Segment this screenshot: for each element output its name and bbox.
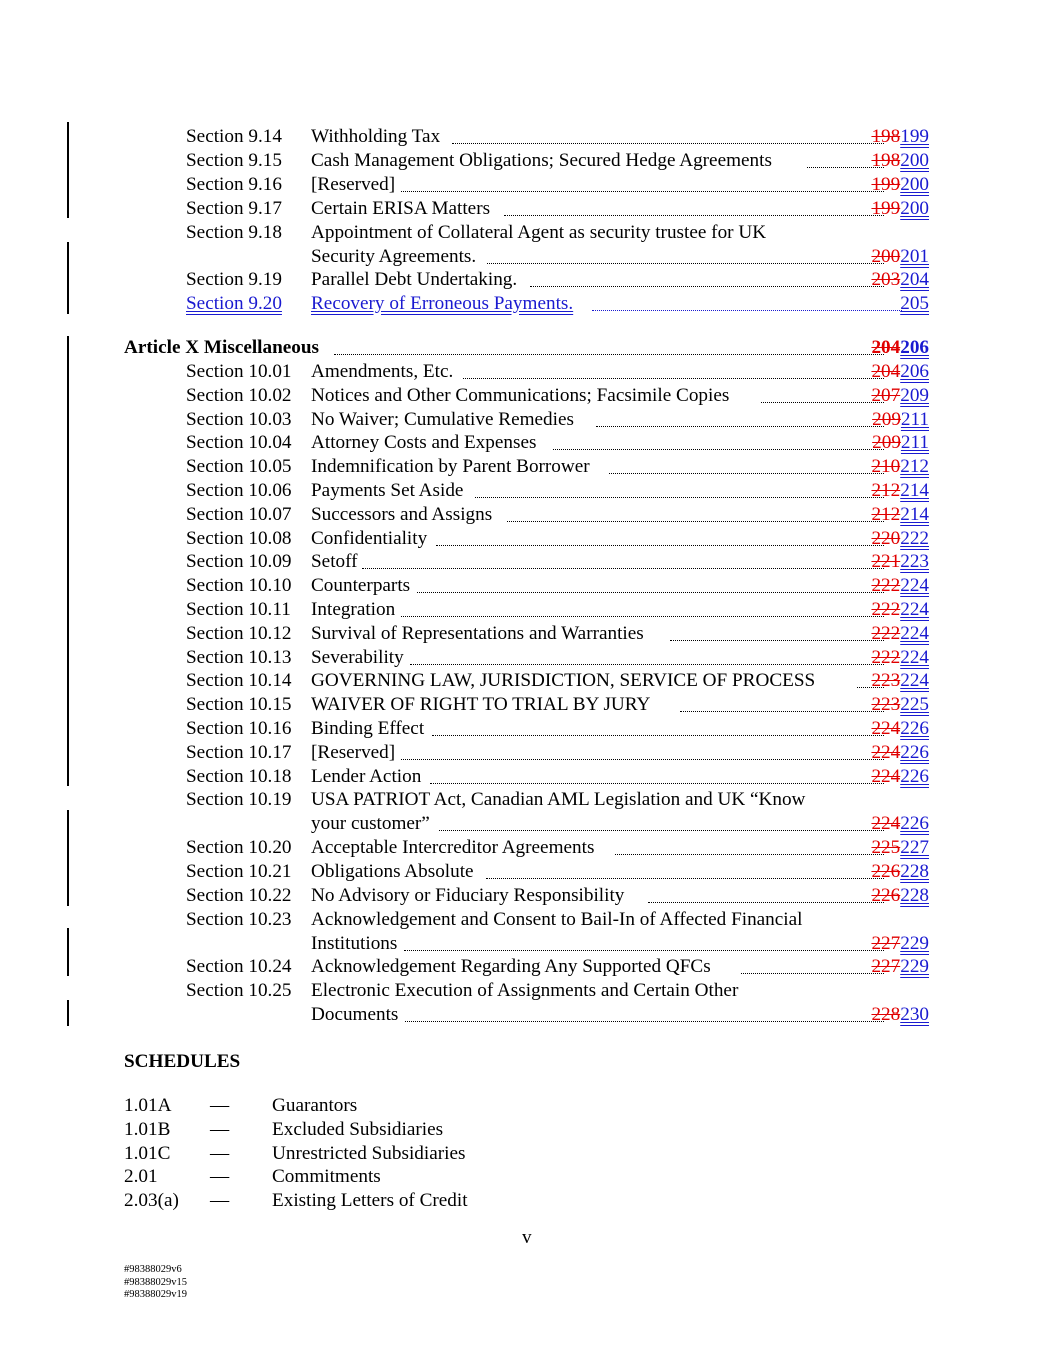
dot-leader: [432, 735, 884, 736]
inserted-page[interactable]: 200: [900, 174, 929, 195]
page-ref: [871, 598, 929, 622]
dot-leader: [609, 473, 884, 474]
dot-leader: [648, 902, 884, 903]
toc-row[interactable]: [0, 979, 1055, 1003]
deleted-page: 199: [871, 198, 901, 219]
page-ref: [872, 408, 929, 432]
dot-leader: [401, 759, 884, 760]
section-title: Cash Management Obligations; Secured Hedge Agreements: [311, 150, 772, 171]
deleted-page: 223: [871, 694, 901, 716]
toc-row[interactable]: [0, 527, 1055, 551]
section-number: Section 10.16: [186, 718, 292, 739]
section-title: WAIVER OF RIGHT TO TRIAL BY JURY: [311, 694, 651, 716]
section-title: Binding Effect: [311, 718, 425, 739]
inserted-page[interactable]: 211: [900, 432, 929, 454]
section-title: Acknowledgement Regarding Any Supported QFCs: [311, 956, 711, 978]
toc-row[interactable]: [0, 431, 1055, 455]
deleted-page: 224: [871, 741, 901, 763]
page-ref: [871, 812, 929, 836]
section-number: Section 10.09: [186, 551, 292, 573]
schedule-number: 1.01C: [124, 1142, 171, 1164]
page-ref: [871, 860, 929, 884]
em-dash: —: [210, 1118, 230, 1140]
deleted-page: 227: [871, 932, 901, 954]
page-ref: [871, 884, 929, 908]
page-ref: [871, 955, 929, 979]
toc-row[interactable]: [0, 408, 1055, 432]
dot-leader: [507, 521, 884, 522]
section-number: Section 10.18: [186, 765, 292, 787]
inserted-page[interactable]: 211: [900, 408, 929, 430]
dot-leader: [410, 664, 884, 665]
page-ref: [871, 125, 929, 149]
deleted-page: 225: [871, 837, 901, 859]
schedule-number: 1.01A: [124, 1095, 172, 1116]
inserted-page[interactable]: 227: [900, 837, 929, 859]
page-ref: [871, 336, 929, 360]
section-number: Section 10.21: [186, 861, 292, 882]
section-title: Acknowledgement and Consent to Bail-In of Affected Financial: [311, 908, 803, 930]
section-number: Section 10.12: [186, 622, 292, 644]
inserted-page[interactable]: 226: [900, 741, 929, 763]
schedules-heading: SCHEDULES: [124, 1051, 241, 1072]
inserted-page[interactable]: 214: [900, 480, 929, 501]
section-number: Section 10.07: [186, 503, 292, 525]
toc-row[interactable]: [0, 908, 1055, 932]
deleted-page: 221: [871, 551, 901, 573]
article-title: Article X Miscellaneous: [124, 337, 320, 358]
toc-row-continuation[interactable]: [0, 812, 1055, 836]
toc-row[interactable]: [0, 384, 1055, 408]
page-ref: [871, 550, 929, 574]
section-number: Section 10.06: [186, 480, 292, 501]
deleted-page: 212: [871, 503, 901, 525]
toc-row[interactable]: [0, 765, 1055, 789]
deleted-page: 209: [872, 408, 901, 430]
section-title: Appointment of Collateral Agent as security trustee for UK: [311, 222, 767, 243]
toc-row[interactable]: [0, 360, 1055, 384]
section-number: Section 10.19: [186, 789, 292, 811]
toc-row[interactable]: [0, 197, 1055, 221]
inserted-page[interactable]: 226: [900, 718, 929, 739]
section-title: Electronic Execution of Assignments and Certain Other: [311, 980, 739, 1002]
section-title: [Reserved]: [311, 741, 396, 763]
dot-leader: [596, 426, 884, 427]
toc-row[interactable]: [0, 479, 1055, 503]
inserted-page[interactable]: 223: [900, 551, 929, 573]
doc-id: #98388029v6: [124, 1264, 182, 1275]
toc-row[interactable]: [0, 717, 1055, 741]
section-title: GOVERNING LAW, JURISDICTION, SERVICE OF PROCESS: [311, 670, 816, 692]
section-title: Withholding Tax: [311, 126, 441, 147]
toc-row[interactable]: [0, 268, 1055, 292]
deleted-page: 210: [871, 456, 901, 478]
section-title: Attorney Costs and Expenses: [311, 432, 537, 454]
deleted-page: 222: [871, 622, 901, 644]
inserted-page[interactable]: 204: [900, 269, 929, 290]
section-title: [Reserved]: [311, 174, 396, 195]
dot-leader: [401, 616, 884, 617]
toc-row-continuation[interactable]: [0, 1003, 1055, 1027]
section-title: Payments Set Aside: [311, 480, 464, 501]
deleted-page: 223: [871, 670, 901, 692]
dot-leader: [430, 783, 884, 784]
page-ref: [871, 503, 929, 527]
deleted-page: 207: [871, 384, 901, 406]
toc-row[interactable]: [0, 574, 1055, 598]
toc-row[interactable]: [0, 955, 1055, 979]
section-number: Section 10.01: [186, 361, 292, 382]
toc-row[interactable]: [0, 884, 1055, 908]
page-number: v: [522, 1227, 532, 1248]
dot-leader: [417, 592, 884, 593]
deleted-page: 203: [871, 269, 901, 290]
inserted-page[interactable]: 224: [900, 622, 929, 644]
toc-row-continuation[interactable]: [0, 245, 1055, 269]
doc-id: #98388029v15: [124, 1276, 187, 1288]
dot-leader: [452, 143, 884, 144]
page-ref: [900, 292, 929, 316]
toc-row[interactable]: [0, 503, 1055, 527]
inserted-page[interactable]: 226: [900, 765, 929, 787]
dot-leader: [405, 1021, 884, 1022]
inserted-page[interactable]: 201: [900, 246, 929, 267]
deleted-page: 227: [871, 956, 901, 978]
dot-leader: [463, 378, 884, 379]
dot-leader: [670, 640, 884, 641]
deleted-page: 222: [871, 575, 901, 597]
page-ref: [871, 693, 929, 717]
schedule-item[interactable]: [0, 1189, 1055, 1213]
inserted-page[interactable]: 224: [900, 646, 929, 668]
section-number: Section 10.04: [186, 432, 292, 454]
doc-id: #98388029v19: [124, 1289, 187, 1300]
section-title: Confidentiality: [311, 527, 428, 549]
section-title: Severability: [311, 646, 404, 668]
deleted-page: 209: [872, 432, 901, 454]
deleted-page: 204: [871, 337, 901, 358]
deleted-page: 222: [871, 599, 901, 620]
em-dash: —: [210, 1095, 230, 1116]
dot-leader: [592, 310, 902, 311]
schedule-title: Commitments: [272, 1166, 381, 1188]
page-ref: [871, 622, 929, 646]
page-ref: [871, 479, 929, 503]
dot-leader: [553, 449, 884, 450]
section-number: Section 9.18: [186, 222, 282, 243]
dot-leader: [530, 286, 884, 287]
dot-leader: [436, 545, 884, 546]
inserted-page[interactable]: 206: [900, 337, 929, 358]
dot-leader: [362, 568, 884, 569]
inserted-page[interactable]: 229: [900, 956, 929, 978]
page-ref: [871, 149, 929, 173]
section-title: Amendments, Etc.: [311, 361, 454, 382]
inserted-page[interactable]: 209: [900, 384, 929, 406]
inserted-page[interactable]: 222: [900, 527, 929, 549]
page-ref: [871, 765, 929, 789]
section-number: Section 10.03: [186, 408, 292, 430]
section-number: Section 10.17: [186, 741, 292, 763]
dot-leader: [761, 402, 884, 403]
dot-leader: [401, 191, 884, 192]
deleted-page: 226: [871, 861, 901, 882]
toc-row[interactable]: [0, 125, 1055, 149]
section-title: Certain ERISA Matters: [311, 198, 491, 219]
section-title: Counterparts: [311, 575, 411, 597]
toc-row[interactable]: [0, 741, 1055, 765]
section-number: Section 10.23: [186, 908, 292, 930]
page-ref: [871, 384, 929, 408]
section-number: Section 10.14: [186, 670, 292, 692]
deleted-page: 220: [871, 527, 901, 549]
deleted-page: 212: [871, 480, 901, 501]
dot-leader: [439, 830, 884, 831]
inserted-page[interactable]: 229: [900, 932, 929, 954]
article-heading[interactable]: [0, 336, 1055, 360]
dot-leader: [334, 354, 884, 355]
deleted-page: 226: [871, 884, 901, 906]
section-title: Obligations Absolute: [311, 861, 474, 882]
schedule-item[interactable]: [0, 1118, 1055, 1142]
schedule-title: Excluded Subsidiaries: [272, 1118, 444, 1140]
page-ref: [871, 669, 929, 693]
toc-row[interactable]: [0, 693, 1055, 717]
schedule-title: Guarantors: [272, 1095, 358, 1116]
section-number: Section 10.02: [186, 384, 292, 406]
dot-leader: [404, 950, 884, 951]
inserted-page[interactable]: 214: [900, 503, 929, 525]
schedule-number: 2.01: [124, 1166, 158, 1188]
section-title: Survival of Representations and Warranties: [311, 622, 644, 644]
section-title: Setoff: [311, 551, 358, 573]
inserted-page[interactable]: 224: [900, 575, 929, 597]
schedule-number: 2.03(a): [124, 1190, 179, 1212]
section-number: Section 10.24: [186, 956, 292, 978]
inserted-page[interactable]: 200: [900, 198, 929, 219]
toc-row[interactable]: [0, 622, 1055, 646]
deleted-page: 200: [871, 246, 901, 267]
page-ref: [871, 932, 929, 956]
em-dash: —: [210, 1190, 230, 1212]
page-ref: [871, 173, 929, 197]
section-number: Section 9.19: [186, 269, 282, 290]
section-title: Indemnification by Parent Borrower: [311, 456, 590, 478]
inserted-page[interactable]: 224: [900, 599, 929, 620]
section-number: Section 9.16: [186, 174, 282, 195]
deleted-page: 224: [871, 765, 901, 787]
em-dash: —: [210, 1142, 230, 1164]
section-title: Notices and Other Communications; Facsimile Copies: [311, 384, 730, 406]
schedule-item[interactable]: [0, 1094, 1055, 1118]
section-number: Section 10.10: [186, 575, 292, 597]
section-number: Section 10.08: [186, 527, 292, 549]
toc-row[interactable]: [0, 221, 1055, 245]
section-title-cont: your customer”: [311, 813, 430, 835]
section-title-cont: Documents: [311, 1004, 399, 1026]
section-title: No Advisory or Fiduciary Responsibility: [311, 884, 625, 906]
deleted-page: 228: [871, 1004, 901, 1026]
page-ref: [871, 741, 929, 765]
inserted-page[interactable]: 226: [900, 813, 929, 835]
schedule-title: Existing Letters of Credit: [272, 1190, 468, 1212]
deleted-page: 204: [871, 361, 901, 382]
inserted-page[interactable]: 212: [900, 456, 929, 478]
section-title: Parallel Debt Undertaking.: [311, 269, 518, 290]
toc-row-continuation[interactable]: [0, 932, 1055, 956]
schedule-number: 1.01B: [124, 1118, 171, 1140]
dot-leader: [504, 215, 884, 216]
section-number: Section 9.20: [186, 293, 282, 314]
deleted-page: 224: [871, 813, 901, 835]
section-number: Section 10.15: [186, 694, 292, 716]
page-ref: [871, 455, 929, 479]
page-ref: [871, 717, 929, 741]
section-number: Section 10.20: [186, 837, 292, 859]
toc-row[interactable]: [0, 598, 1055, 622]
deleted-page: 198: [871, 126, 901, 147]
toc-row[interactable]: [0, 550, 1055, 574]
section-number: Section 10.05: [186, 456, 292, 478]
schedule-item[interactable]: [0, 1142, 1055, 1166]
dot-leader: [741, 973, 884, 974]
page-ref: [871, 1003, 929, 1027]
page-ref: [871, 527, 929, 551]
toc-row[interactable]: [0, 788, 1055, 812]
schedule-title: Unrestricted Subsidiaries: [272, 1142, 466, 1164]
inserted-page[interactable]: 206: [900, 361, 929, 382]
section-title-cont: Institutions: [311, 932, 398, 954]
deleted-page: 224: [871, 718, 901, 739]
inserted-page[interactable]: 199: [900, 126, 929, 147]
inserted-page[interactable]: 228: [900, 884, 929, 906]
section-title-cont: Security Agreements.: [311, 246, 477, 267]
section-title: USA PATRIOT Act, Canadian AML Legislation and UK “Know: [311, 789, 806, 811]
footer-doc-ids: [124, 1264, 187, 1302]
schedule-item[interactable]: [0, 1165, 1055, 1189]
inserted-page[interactable]: 230: [900, 1004, 929, 1026]
inserted-page[interactable]: 200: [900, 150, 929, 171]
page-ref: [871, 197, 929, 221]
section-number: Section 9.15: [186, 150, 282, 171]
page-ref: [872, 431, 929, 455]
section-number: Section 9.17: [186, 198, 282, 219]
section-title: Integration: [311, 599, 396, 620]
deleted-page: 198: [871, 150, 901, 171]
em-dash: —: [210, 1166, 230, 1188]
section-title: Acceptable Intercreditor Agreements: [311, 837, 595, 859]
section-number: Section 10.25: [186, 980, 292, 1002]
toc-row[interactable]: [0, 646, 1055, 670]
dot-leader: [680, 711, 884, 712]
toc-row[interactable]: [0, 836, 1055, 860]
page-ref: [871, 245, 929, 269]
dot-leader: [487, 263, 884, 264]
toc-row[interactable]: [0, 669, 1055, 693]
page-ref: [871, 646, 929, 670]
page-ref: [871, 574, 929, 598]
dot-leader: [475, 497, 884, 498]
page-ref: [871, 836, 929, 860]
toc-row-inserted[interactable]: [0, 292, 1055, 316]
page-ref: [871, 268, 929, 292]
section-number: Section 9.14: [186, 126, 282, 147]
toc-row[interactable]: [0, 455, 1055, 479]
section-title: Recovery of Erroneous Payments.: [311, 293, 574, 314]
deleted-page: 222: [871, 646, 901, 668]
section-title: No Waiver; Cumulative Remedies: [311, 408, 574, 430]
section-number: Section 10.11: [186, 599, 291, 620]
toc-row[interactable]: [0, 860, 1055, 884]
section-number: Section 10.13: [186, 646, 292, 668]
page-ref: [871, 360, 929, 384]
dot-leader: [615, 854, 884, 855]
inserted-page[interactable]: 225: [900, 694, 929, 716]
section-number: Section 10.22: [186, 884, 292, 906]
inserted-page[interactable]: 224: [900, 670, 929, 692]
toc-row[interactable]: [0, 149, 1055, 173]
dot-leader: [486, 878, 884, 879]
toc-row[interactable]: [0, 173, 1055, 197]
deleted-page: 199: [871, 174, 901, 195]
inserted-page[interactable]: 228: [900, 861, 929, 882]
section-title: Successors and Assigns: [311, 503, 493, 525]
section-title: Lender Action: [311, 765, 422, 787]
inserted-page[interactable]: 205: [900, 293, 929, 314]
